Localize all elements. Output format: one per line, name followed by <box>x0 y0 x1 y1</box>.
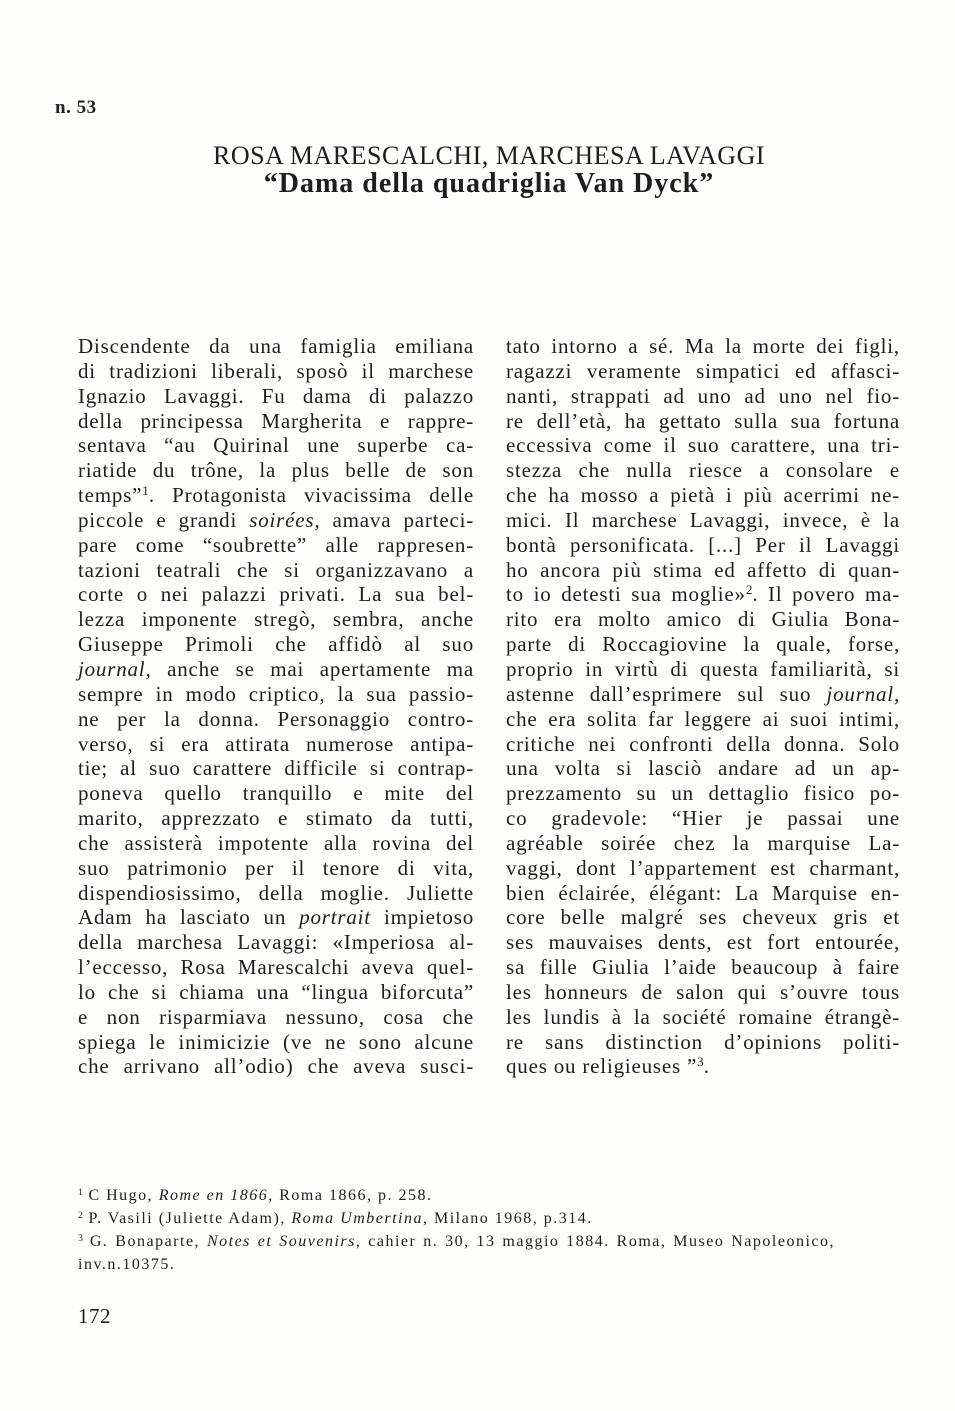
text-run: Ignazio Lavaggi. Fu dama di palazzo <box>78 383 474 408</box>
text-column-right <box>506 334 900 1079</box>
text-run: nanti, strappati ad uno ad uno nel fio- <box>506 383 900 408</box>
body-text-line <box>506 707 900 732</box>
text-run: Discendente da una famiglia emiliana <box>78 334 474 358</box>
body-text-line <box>78 856 474 881</box>
text-run: l’eccesso, Rosa Marescalchi aveva quel- <box>78 955 474 980</box>
text-run: riatide du trône, la plus belle de son <box>78 458 474 483</box>
page-number: 172 <box>78 1304 111 1328</box>
body-text-line <box>506 881 900 906</box>
body-text-line <box>78 433 474 458</box>
text-run: tato intorno a sé. Ma la morte dei figli, <box>506 334 900 358</box>
text-run: inv.n.10375. <box>78 1256 176 1273</box>
text-column-left <box>78 334 474 1079</box>
body-text-line <box>506 632 900 657</box>
body-text-line <box>506 856 900 881</box>
text-run: les honneurs de salon qui s’ouvre tous <box>506 979 900 1004</box>
body-text-line <box>506 582 900 607</box>
body-text-line <box>506 607 900 632</box>
footnote-ref: 2 <box>78 1209 83 1221</box>
footnotes <box>78 1184 835 1276</box>
text-run: e non risparmiava nessuno, cosa che <box>78 1004 474 1029</box>
body-text-line <box>78 334 474 359</box>
text-run: prezzamento su un dettaglio fisico po- <box>506 781 900 806</box>
body-text-line <box>78 558 474 583</box>
text-run: re dell’età, ha gettato sulla sua fortuna <box>506 408 900 433</box>
body-text-line <box>78 533 474 558</box>
text-run: , Milano 1968, p.314. <box>422 1210 593 1227</box>
text-run: proprio in virtù di questa familiarità, si <box>506 656 900 681</box>
text-run: lezza imponente stregò, sembra, anche <box>78 607 474 632</box>
footnote-line <box>78 1230 835 1253</box>
body-text-line <box>78 359 474 384</box>
body-text-line <box>78 707 474 732</box>
body-text-line <box>506 682 900 707</box>
body-text-line <box>78 732 474 757</box>
footnote-line <box>78 1207 835 1230</box>
text-run: co gradevole: “Hier je passai une <box>506 806 900 831</box>
footnote-ref: 1 <box>78 1186 83 1198</box>
body-text-line <box>506 508 900 533</box>
body-text-line <box>78 806 474 831</box>
body-text-line <box>506 359 900 384</box>
footnote-line <box>78 1253 835 1276</box>
section-number: n. 53 <box>55 97 97 118</box>
body-text-line <box>506 806 900 831</box>
body-text-line <box>78 657 474 682</box>
text-run: che assisterà impotente alla rovina del <box>78 830 474 855</box>
text-run: pare come “soubrette” alle rappresen- <box>78 532 474 557</box>
italic-text: Rome en 1866 <box>158 1187 269 1204</box>
body-text-line <box>506 433 900 458</box>
text-run: les lundis à la société romaine étrangè- <box>506 1004 900 1029</box>
text-run: ne per la donna. Personaggio contro- <box>78 706 474 731</box>
body-text-line <box>78 905 474 930</box>
footnote-ref: 3 <box>697 1054 704 1070</box>
title-line-subtitle: “Dama della quadriglia Van Dyck” <box>263 168 715 199</box>
body-text-line <box>506 781 900 806</box>
body-text-line <box>506 558 900 583</box>
footnote-ref: 2 <box>745 582 753 598</box>
text-run: . Il povero ma- <box>752 582 900 607</box>
text-run: critiche nei confronti della donna. Solo <box>506 731 900 756</box>
text-run: sempre in modo criptico, la sua passio- <box>78 681 474 706</box>
body-text-line <box>78 930 474 955</box>
text-run: corte o nei palazzi privati. La sua bel- <box>78 582 474 607</box>
body-text-line <box>78 781 474 806</box>
text-run: ses mauvaises dents, est fort entourée, <box>506 930 900 955</box>
italic-text: Notes et Souvenirs <box>206 1233 356 1250</box>
body-text-line <box>78 831 474 856</box>
italic-text: journal, <box>78 656 152 681</box>
text-run: eccessiva come il suo carattere, una tri- <box>506 433 900 458</box>
footnote-ref: 3 <box>78 1232 83 1244</box>
body-text-line <box>78 483 474 508</box>
text-run: bontà personificata. [...] Per il Lavaggi <box>506 532 900 557</box>
text-run: ho ancora più stima ed affetto di quan- <box>506 557 900 582</box>
body-text-line <box>78 756 474 781</box>
body-text-line <box>506 458 900 483</box>
text-run: mici. Il marchese Lavaggi, invece, è la <box>506 507 900 532</box>
body-text-line <box>78 1054 474 1079</box>
body-text-line <box>506 1054 900 1079</box>
body-text-line <box>506 533 900 558</box>
body-text-line <box>506 980 900 1005</box>
text-run: agréable soirée chez la marquise La- <box>506 830 900 855</box>
italic-text: portrait <box>299 905 371 930</box>
text-run: tie; al suo carattere difficile si contrap- <box>78 756 474 781</box>
text-run: vaggi, dont l’appartement est charmant, <box>506 855 900 880</box>
body-text-line <box>506 756 900 781</box>
text-run: P. Vasili (Juliette Adam), <box>82 1210 292 1227</box>
body-text-line <box>506 930 900 955</box>
body-text-line <box>78 409 474 434</box>
text-run: ques ou religieuses ” <box>506 1054 698 1079</box>
text-run: poneva quello tranquillo e mite del <box>78 781 474 806</box>
text-run: parte di Roccagiovine la quale, forse, <box>506 632 900 657</box>
text-run: piccole e grandi <box>78 507 250 532</box>
footnote <box>78 1230 835 1276</box>
body-text-line <box>506 732 900 757</box>
text-run: rito era molto amico di Giulia Bona- <box>506 607 900 632</box>
text-run: anche se mai apertamente ma <box>151 656 474 681</box>
text-run: astenne dall’esprimere sul suo <box>506 681 827 706</box>
body-text-line <box>78 682 474 707</box>
body-text-line <box>506 1005 900 1030</box>
text-run: dispendiosissimo, della moglie. Juliette <box>78 880 474 905</box>
body-text-line <box>78 1005 474 1030</box>
title-line-name: ROSA MARESCALCHI, MARCHESA LAVAGGI <box>212 141 766 170</box>
body-text-line <box>78 955 474 980</box>
body-text-line <box>506 409 900 434</box>
text-run: verso, si era attirata numerose antipa- <box>78 731 474 756</box>
italic-text: Roma Umbertina <box>291 1210 423 1227</box>
body-text-line <box>506 334 900 359</box>
body-text-line <box>506 831 900 856</box>
body-text-line <box>78 1030 474 1055</box>
text-run: sentava “au Quirinal une superbe ca- <box>78 433 474 458</box>
footnote-ref: 1 <box>142 482 149 498</box>
text-run: che era solita far leggere ai suoi intimi, <box>506 706 900 731</box>
text-run: spiega le inimicizie (ve ne sono alcune <box>78 1029 474 1054</box>
text-run: re sans distinction d’opinions politi- <box>506 1029 900 1054</box>
body-text-line <box>506 483 900 508</box>
text-run: , cahier n. 30, 13 maggio 1884. Roma, Museo Napoleonico, <box>355 1233 836 1250</box>
footnote-line <box>78 1184 835 1207</box>
body-text-line <box>78 508 474 533</box>
text-run: impietoso <box>370 905 474 930</box>
body-text-line <box>506 1030 900 1055</box>
text-run: core belle malgré ses cheveux gris et <box>506 905 900 930</box>
text-run: . <box>703 1054 710 1079</box>
text-run: della marchesa Lavaggi: «Imperiosa al- <box>78 930 474 955</box>
text-run: G. Bonaparte, <box>82 1233 207 1250</box>
body-text-line <box>506 905 900 930</box>
italic-text: journal, <box>826 681 900 706</box>
article-title <box>78 142 900 198</box>
footnote <box>78 1207 835 1230</box>
footnote <box>78 1184 835 1207</box>
text-run: della principessa Margherita e rappre- <box>78 408 474 433</box>
text-run: suo patrimonio per il tenore di vita, <box>78 855 474 880</box>
text-run: una volta si lasciò andare ad un ap- <box>506 756 900 781</box>
body-text-line <box>78 582 474 607</box>
body-text-line <box>78 607 474 632</box>
text-run: temps” <box>78 483 143 508</box>
text-run: tazioni teatrali che si organizzavano a <box>78 557 474 582</box>
text-run: che ha mosso a pietà i più acerrimi ne- <box>506 483 900 508</box>
text-run: marito, apprezzato e stimato da tutti, <box>78 806 474 831</box>
text-run: lo che si chiama una “lingua biforcuta” <box>78 979 474 1004</box>
body-text-line <box>506 657 900 682</box>
body-text-line <box>506 955 900 980</box>
italic-text: soirées, <box>249 507 321 532</box>
text-run: C Hugo, <box>82 1187 159 1204</box>
text-run: che arrivano all’odio) che aveva susci- <box>78 1054 474 1079</box>
text-run: sa fille Giulia l’aide beaucoup à faire <box>506 955 900 980</box>
body-text-line <box>506 384 900 409</box>
body-text-line <box>78 384 474 409</box>
body-text-line <box>78 632 474 657</box>
body-text-line <box>78 980 474 1005</box>
text-run: amava parteci- <box>320 507 474 532</box>
text-run: to io detesti sua moglie» <box>506 582 746 607</box>
body-text-line <box>78 881 474 906</box>
text-run: di tradizioni liberali, sposò il marchese <box>78 358 474 383</box>
text-run: ragazzi veramente simpatici ed affasci- <box>506 358 900 383</box>
text-run: . Protagonista vivacissima delle <box>148 483 474 508</box>
text-run: Giuseppe Primoli che affidò al suo <box>78 632 474 657</box>
text-run: bien éclairée, élégant: La Marquise en- <box>506 880 900 905</box>
text-run: Adam ha lasciato un <box>78 905 300 930</box>
body-text-line <box>78 458 474 483</box>
text-run: , Roma 1866, p. 258. <box>268 1187 433 1204</box>
text-run: stezza che nulla riesce a consolare e <box>506 458 900 483</box>
